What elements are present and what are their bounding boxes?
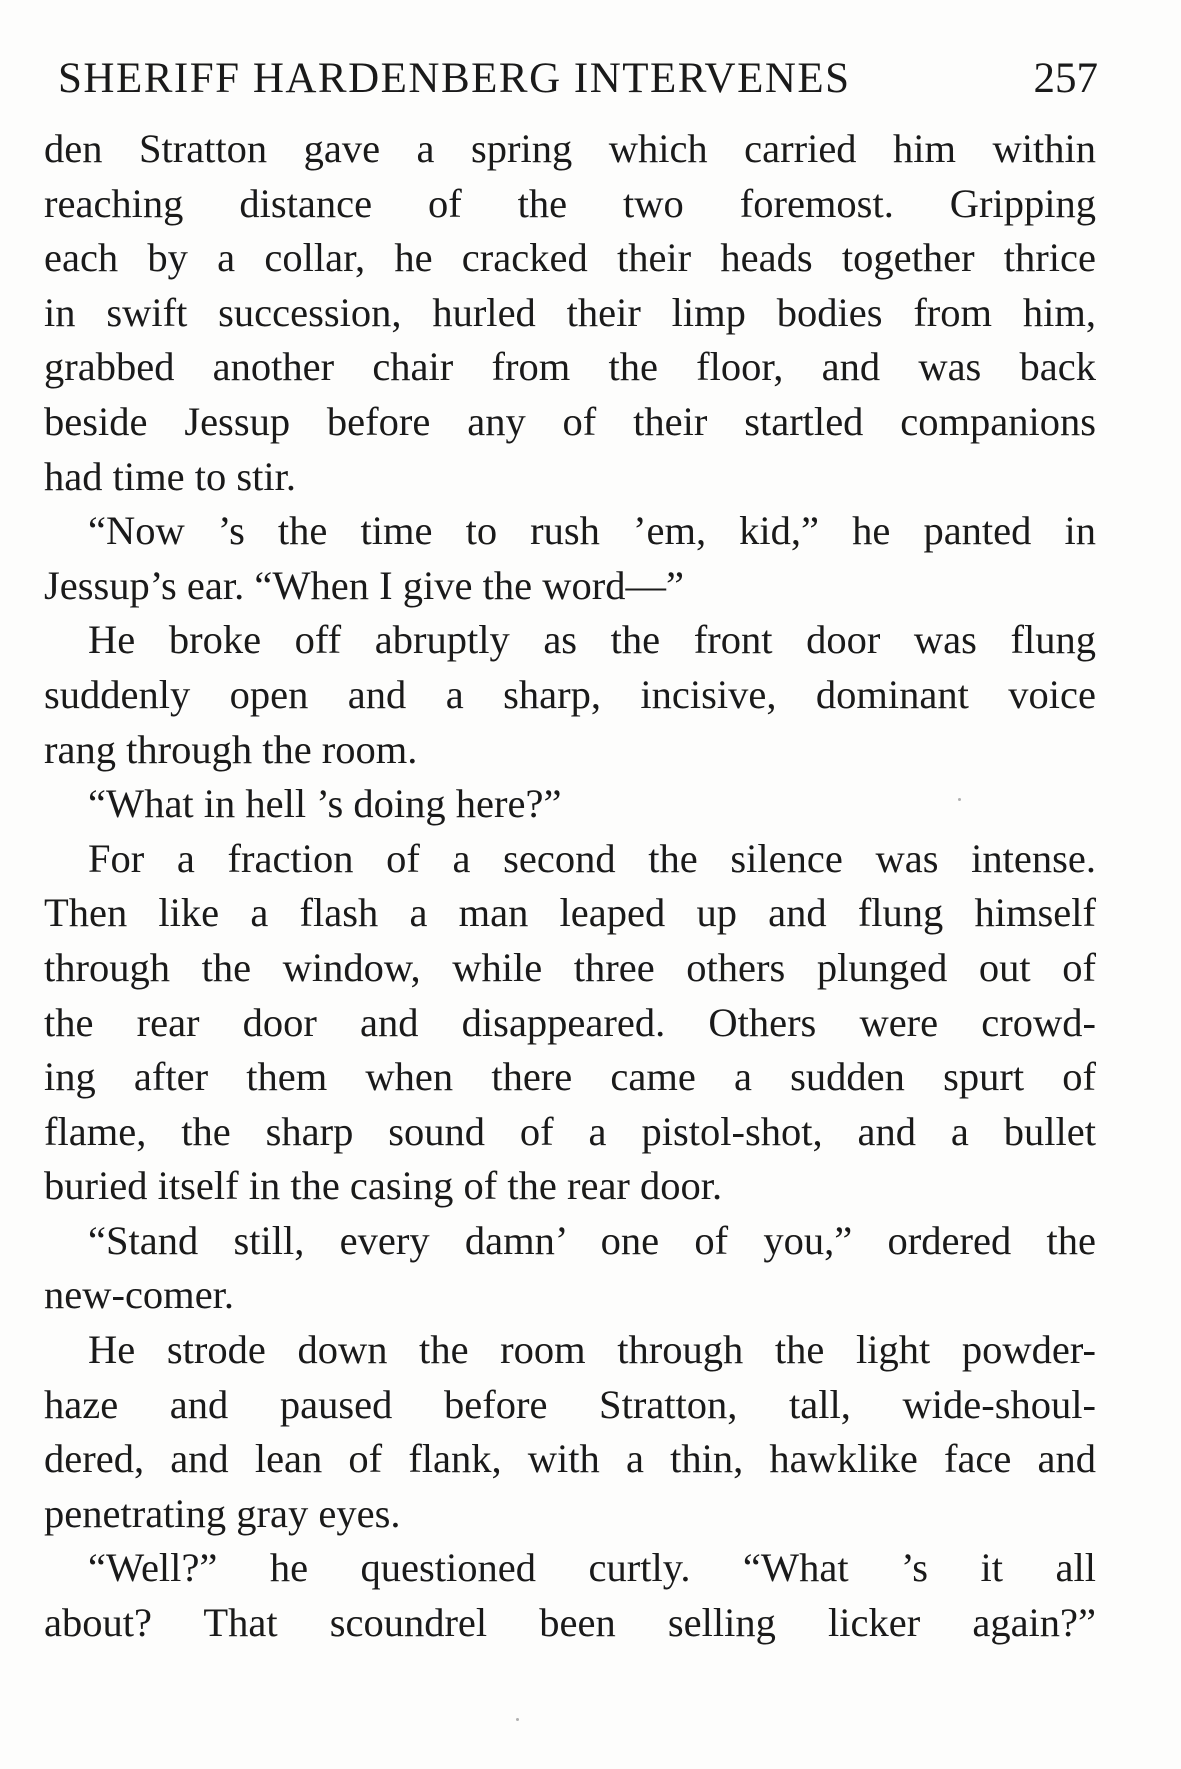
text-line: new-comer. [44,1272,235,1318]
text-line: grabbed another chair from the floor, and was back [44,344,1096,390]
text-line: the rear door and disappeared. Others were crowd- [44,999,1096,1045]
text-line: in swift succession, hurled their limp bodies from him, [44,289,1096,335]
text-line: ing after them when there came a sudden spurt of [44,1054,1096,1100]
page-header [58,48,1098,110]
text-line: had time to stir. [44,453,296,499]
text-line: Jessup’s ear. “When I give the word—” [44,562,684,608]
text-line: For a fraction of a second the silence was intense. [88,835,1096,881]
text-line: about? That scoundrel been selling licker again?” [44,1600,1096,1646]
text-line: through the window, while three others plunged out of [44,944,1096,990]
text-line: “What in hell ’s doing here?” [88,781,562,827]
text-line: reaching distance of the two foremost. Gripping [44,180,1096,226]
text-line: “Stand still, every damn’ one of you,” ordered the [88,1217,1096,1263]
text-line: haze and paused before Stratton, tall, wide-shoul- [44,1381,1096,1427]
text-line: suddenly open and a sharp, incisive, dominant voice [44,671,1096,717]
page-number: 257 [1033,55,1098,102]
text-line: flame, the sharp sound of a pistol-shot, and a bullet [44,1108,1096,1154]
text-line: He strode down the room through the light powder- [88,1327,1096,1373]
text-line: each by a collar, he cracked their heads together thrice [44,235,1096,281]
body-text [44,122,1096,1651]
text-line: rang through the room. [44,726,418,772]
text-line: dered, and lean of flank, with a thin, hawklike face and [44,1436,1096,1482]
text-line: penetrating gray eyes. [44,1490,401,1536]
text-line: “Now ’s the time to rush ’em, kid,” he panted in [88,508,1096,554]
text-line: He broke off abruptly as the front door was flung [88,617,1096,663]
paper-speck [958,798,961,801]
text-line: “Well?” he questioned curtly. “What ’s it all [88,1545,1096,1591]
text-line: buried itself in the casing of the rear door. [44,1163,723,1209]
paper-speck [516,1718,519,1721]
text-line: den Stratton gave a spring which carried him within [44,126,1096,171]
running-head: SHERIFF HARDENBERG INTERVENES [58,55,851,102]
text-line: beside Jessup before any of their startled companions [44,398,1096,444]
text-line: Then like a flash a man leaped up and flung himself [44,890,1096,936]
